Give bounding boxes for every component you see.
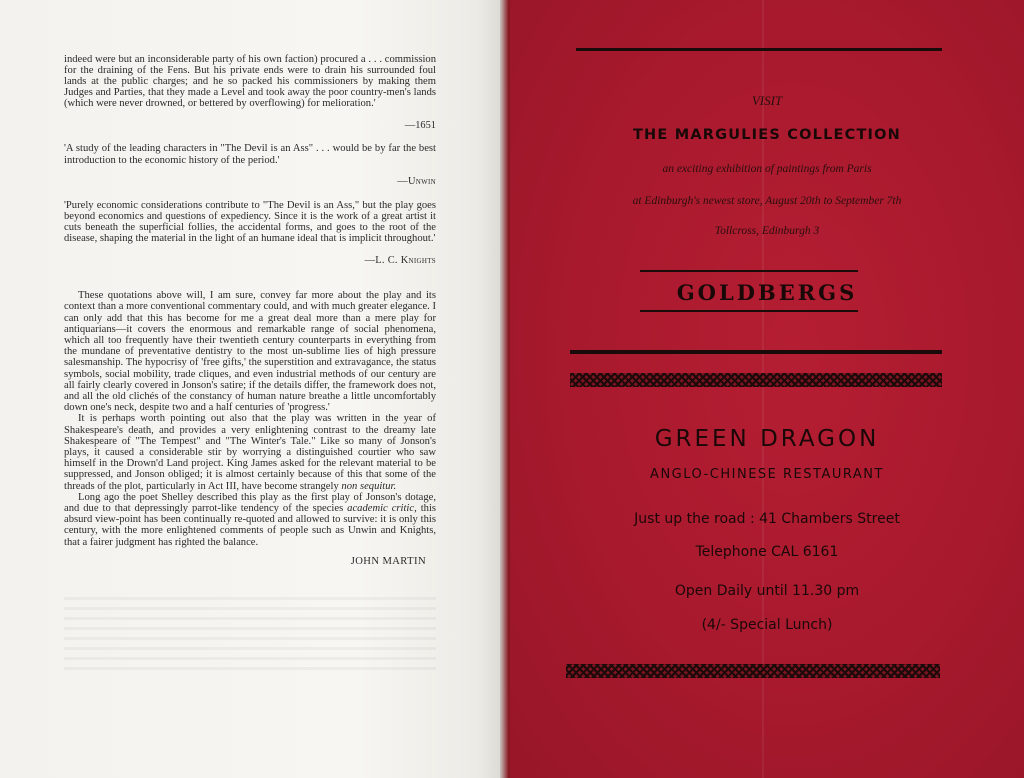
essay-paragraph-2 — [64, 413, 436, 491]
essay-column — [64, 43, 436, 567]
middle-rule — [570, 350, 942, 354]
right-page-advertisements — [510, 0, 1024, 778]
essay-paragraph-3 — [64, 492, 436, 548]
decorative-border-top — [570, 373, 942, 387]
quote-unwin — [64, 143, 436, 187]
quote-text: 'Purely economic considerations contribute to "The Devil is an Ass," but the play goes beyond economics and questions of expediency. Since it is the work of a great artist it cuts beneath the superficial follies, the accidental forms, and goes to the root of the disease, shaping the material in the light of an humane ideal that is implicit throughout.' — [64, 199, 436, 245]
collection-title: THE MARGULIES COLLECTION — [632, 127, 902, 143]
store-name: GOLDBERGS — [676, 280, 858, 305]
show-through-texture — [64, 590, 436, 670]
quote-1651 — [64, 54, 436, 132]
quote-attribution: —1651 — [404, 120, 436, 132]
restaurant-name: GREEN DRAGON — [654, 426, 880, 452]
restaurant-hours: Open Daily until 11.30 pm — [674, 583, 860, 599]
quote-text: indeed were but an inconsiderable party of his own faction) procured a . . . commission for the draining of the Fens. But his private ends were to drain his surrounded foul lands at the public charges; and he so packed his commissioners by making them Judges and Parties, that they made a Level and took away the poor country-men's lands (which were never drowned, or bettered by overflowing) for melioration.' — [64, 53, 436, 110]
quote-text: 'A study of the leading characters in "The Devil is an Ass" . . . would be by far the best introduction to the economic history of the period.' — [64, 143, 436, 166]
decorative-border-bottom — [566, 664, 940, 678]
dates-line: at Edinburgh's newest store, August 20th to September 7th — [632, 195, 902, 207]
top-rule — [576, 48, 942, 51]
essay-paragraph-3-text: Long ago the poet Shelley described this play as the first play of Jonson's dotage, and due to that depressingly parrot-like tendency of the species — [64, 491, 436, 515]
page-fold — [762, 0, 764, 778]
quote-knights — [64, 200, 436, 267]
goldbergs-rule-top — [640, 270, 858, 272]
exhibition-line: an exciting exhibition of paintings from Paris — [662, 163, 872, 175]
visit-label: VISIT — [751, 93, 783, 108]
restaurant-lunch: (4/- Special Lunch) — [701, 617, 833, 633]
left-page — [0, 0, 508, 778]
restaurant-telephone: Telephone CAL 6161 — [695, 544, 839, 560]
restaurant-address: Just up the road : 41 Chambers Street — [634, 511, 900, 527]
essay-paragraph-2-italic: non sequitur. — [341, 480, 397, 492]
essay-paragraph-2-text: It is perhaps worth pointing out also that the play was written in the year of Shakespeare's death, and provides a very enlightening contrast to the dreamy late Shakespeare of "The Tempest" and "The Winter's Tale." Like so many of Jonson's plays, it caused a considerable stir by worrying a distinguished courtier who saw himself in the Drown'd Land project. King James asked for the relevant material to be suppressed, and Jonson obliged; it is almost certainly because of this that some of the threads of the plot, particularly in Act III, have become strangely — [64, 413, 436, 492]
essay-paragraph-1: These quotations above will, I am sure, convey far more about the play and its context than a more conventional commentary could, and with much greater elegance. I can only add that this has become for me a great deal more than a mere play for antiquarians—it covers the enormous and remarkable range of social phenomena, which all too frequently have their twentieth century counterparts in everything from the mundane of preventative dentistry to the most un-sublime lies of high pressure salesmanship. The hypocrisy of 'free gifts,' the superstition and extravagance, the status symbols, social mobility, trade cliques, and even industrial methods of our century are all fairly clearly covered in Jonson's satire; if the details differ, the framework does not, and all the old clichés of the constancy of human nature breathe a little uncomfortably down one's neck, despite two and a half centuries of 'progress.' — [64, 290, 436, 414]
essay-paragraph-3-rest: this absurd view-point has been continually re-quoted and allowed to survive: it is only this century, with the more enlightened comments of people such as Unwin and Knights, that a fairer judgment has righted the balance. — [64, 503, 437, 548]
location-line: Tollcross, Edinburgh 3 — [714, 225, 820, 237]
goldbergs-rule-bottom — [640, 310, 858, 312]
quote-attribution: —Unwin — [397, 176, 436, 188]
author-signature: JOHN MARTIN — [350, 555, 426, 567]
essay-body — [64, 290, 436, 567]
essay-paragraph-3-italic: academic critic, — [347, 503, 417, 515]
quote-attribution: —L. C. Knights — [364, 255, 436, 267]
restaurant-type: ANGLO-CHINESE RESTAURANT — [650, 467, 884, 482]
